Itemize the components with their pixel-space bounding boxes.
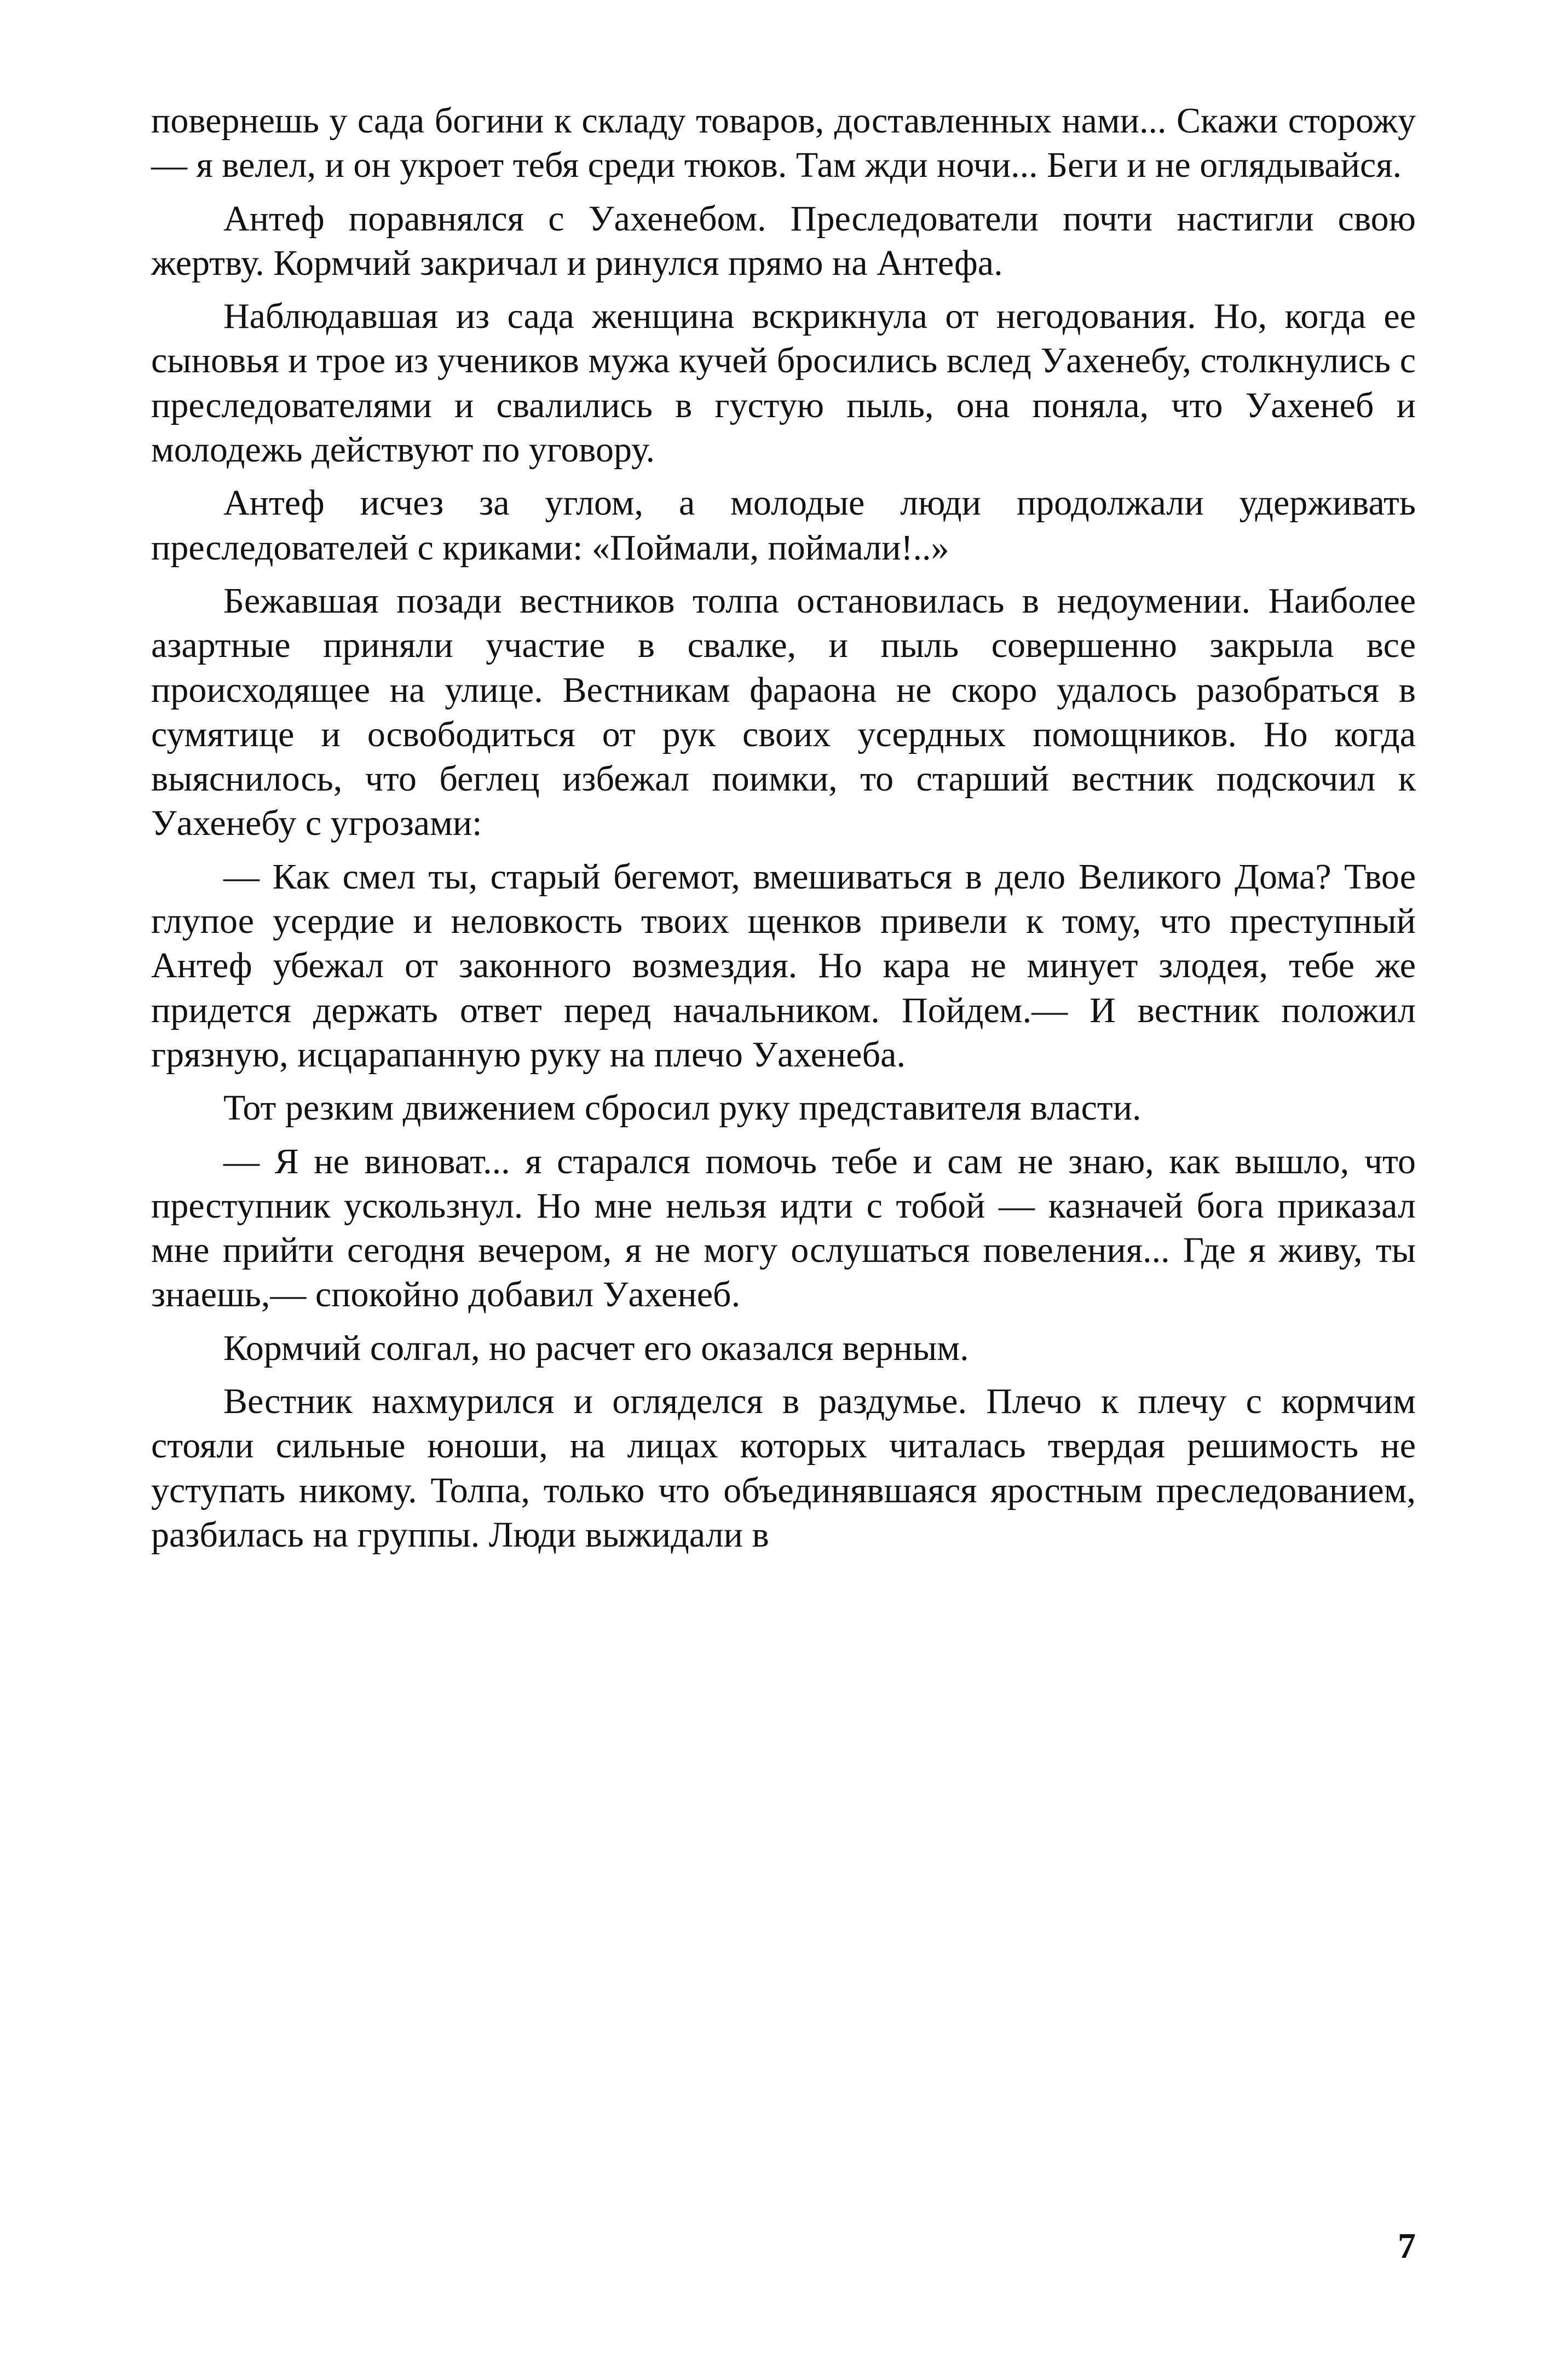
paragraph: Наблюдавшая из сада женщина вскрикнула от негодования. Но, когда ее сыновья и трое из учеников мужа кучей бросились вслед Уахенебу, столкнулись с преследователями и свалились в густую пыль, она поняла, что Уахенеб и молодежь действуют по уговору. bbox=[151, 296, 1416, 470]
paragraph: Антеф поравнялся с Уахенебом. Преследователи почти настигли свою жертву. Кормчий закричал и ринулся прямо на Антефа. bbox=[151, 198, 1416, 283]
page-body-text bbox=[151, 99, 1416, 1566]
paragraph: Вестник нахмурился и огляделся в раздумье. Плечо к плечу с кормчим стояли сильные юноши, на лицах которых читалась твердая решимость не уступать никому. Толпа, только что объединявшаяся яростным преследованием, разбилась на группы. Люди выжидали в bbox=[151, 1381, 1416, 1555]
book-page bbox=[151, 99, 1416, 2267]
paragraph: повернешь у сада богини к складу товаров, доставленных нами... Скажи сторожу — я велел, и он укроет тебя среди тюков. Там жди ночи... Беги и не оглядывайся. bbox=[151, 101, 1416, 186]
paragraph: Тот резким движением сбросил руку представителя власти. bbox=[223, 1088, 1142, 1128]
paragraph: — Я не виноват... я старался помочь тебе и сам не знаю, как вышло, что преступник ускользнул. Но мне нельзя идти с тобой — казначей бога приказал мне прийти сегодня вечером, я не могу ослушаться повеления... Где я живу, ты знаешь,— спокойно добавил Уахенеб. bbox=[151, 1141, 1416, 1315]
paragraph: Кормчий солгал, но расчет его оказался верным. bbox=[223, 1328, 969, 1368]
paragraph: Бежавшая позади вестников толпа остановилась в недоумении. Наиболее азартные приняли участие в свалке, и пыль совершенно закрыла все происходящее на улице. Вестникам фараона не скоро удалось разобраться в сумятице и освободиться от рук своих усердных помощников. Но когда выяснилось, что беглец избежал поимки, то старший вестник подскочил к Уахенебу с угрозами: bbox=[151, 580, 1416, 844]
paragraph: — Как смел ты, старый бегемот, вмешиваться в дело Великого Дома? Твое глупое усердие и неловкость твоих щенков привели к тому, что преступный Антеф убежал от законного возмездия. Но кара не минует злодея, тебе же придется держать ответ перед начальником. Пойдем.— И вестник положил грязную, исцарапанную руку на плечо Уахенеба. bbox=[151, 856, 1416, 1075]
page-number: 7 bbox=[1398, 2226, 1416, 2266]
paragraph: Антеф исчез за углом, а молодые люди продолжали удерживать преследователей с криками: «Поймали, поймали!..» bbox=[151, 483, 1416, 568]
